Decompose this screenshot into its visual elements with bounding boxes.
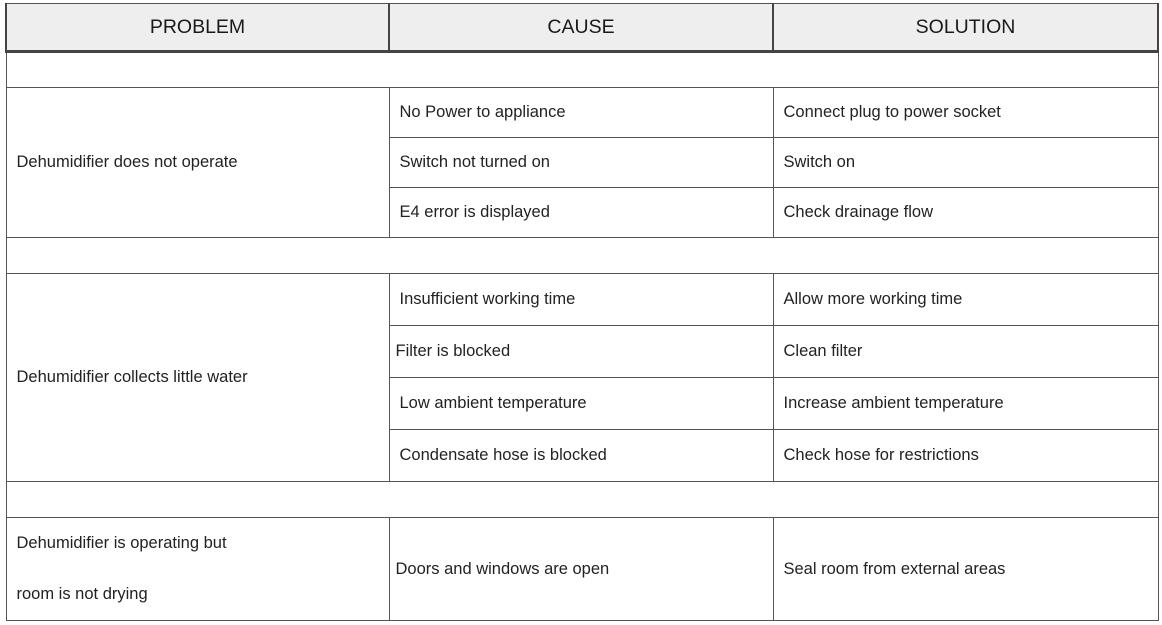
- header-cause: CAUSE: [389, 4, 773, 52]
- solution-cell: Switch on: [773, 138, 1158, 188]
- cause-cell: E4 error is displayed: [389, 188, 773, 238]
- header-problem: PROBLEM: [6, 4, 389, 52]
- cause-cell: Doors and windows are open: [389, 518, 773, 621]
- spacer-row: [6, 238, 1158, 274]
- cause-cell: Filter is blocked: [389, 326, 773, 378]
- problem-cell: Dehumidifier does not operate: [6, 88, 389, 238]
- spacer-row: [6, 482, 1158, 518]
- solution-cell: Seal room from external areas: [773, 518, 1158, 621]
- header-solution: SOLUTION: [773, 4, 1158, 52]
- cause-cell: No Power to appliance: [389, 88, 773, 138]
- problem-cell: Dehumidifier collects little water: [6, 274, 389, 482]
- table-row: [6, 518, 1158, 621]
- problem-line: room is not drying: [16, 585, 148, 603]
- cause-cell: Low ambient temperature: [389, 378, 773, 430]
- cause-cell: Switch not turned on: [389, 138, 773, 188]
- cause-cell: Insufficient working time: [389, 274, 773, 326]
- solution-cell: Connect plug to power socket: [773, 88, 1158, 138]
- solution-cell: Clean filter: [773, 326, 1158, 378]
- cause-cell: Condensate hose is blocked: [389, 430, 773, 482]
- solution-cell: Check drainage flow: [773, 188, 1158, 238]
- spacer-row: [6, 52, 1158, 88]
- header-row: [6, 4, 1158, 52]
- solution-cell: Check hose for restrictions: [773, 430, 1158, 482]
- solution-cell: Increase ambient temperature: [773, 378, 1158, 430]
- troubleshooting-table: [5, 3, 1159, 621]
- table-row: [6, 88, 1158, 138]
- problem-cell: [6, 518, 389, 621]
- problem-line: Dehumidifier is operating but: [16, 534, 227, 552]
- table-row: [6, 274, 1158, 326]
- solution-cell: Allow more working time: [773, 274, 1158, 326]
